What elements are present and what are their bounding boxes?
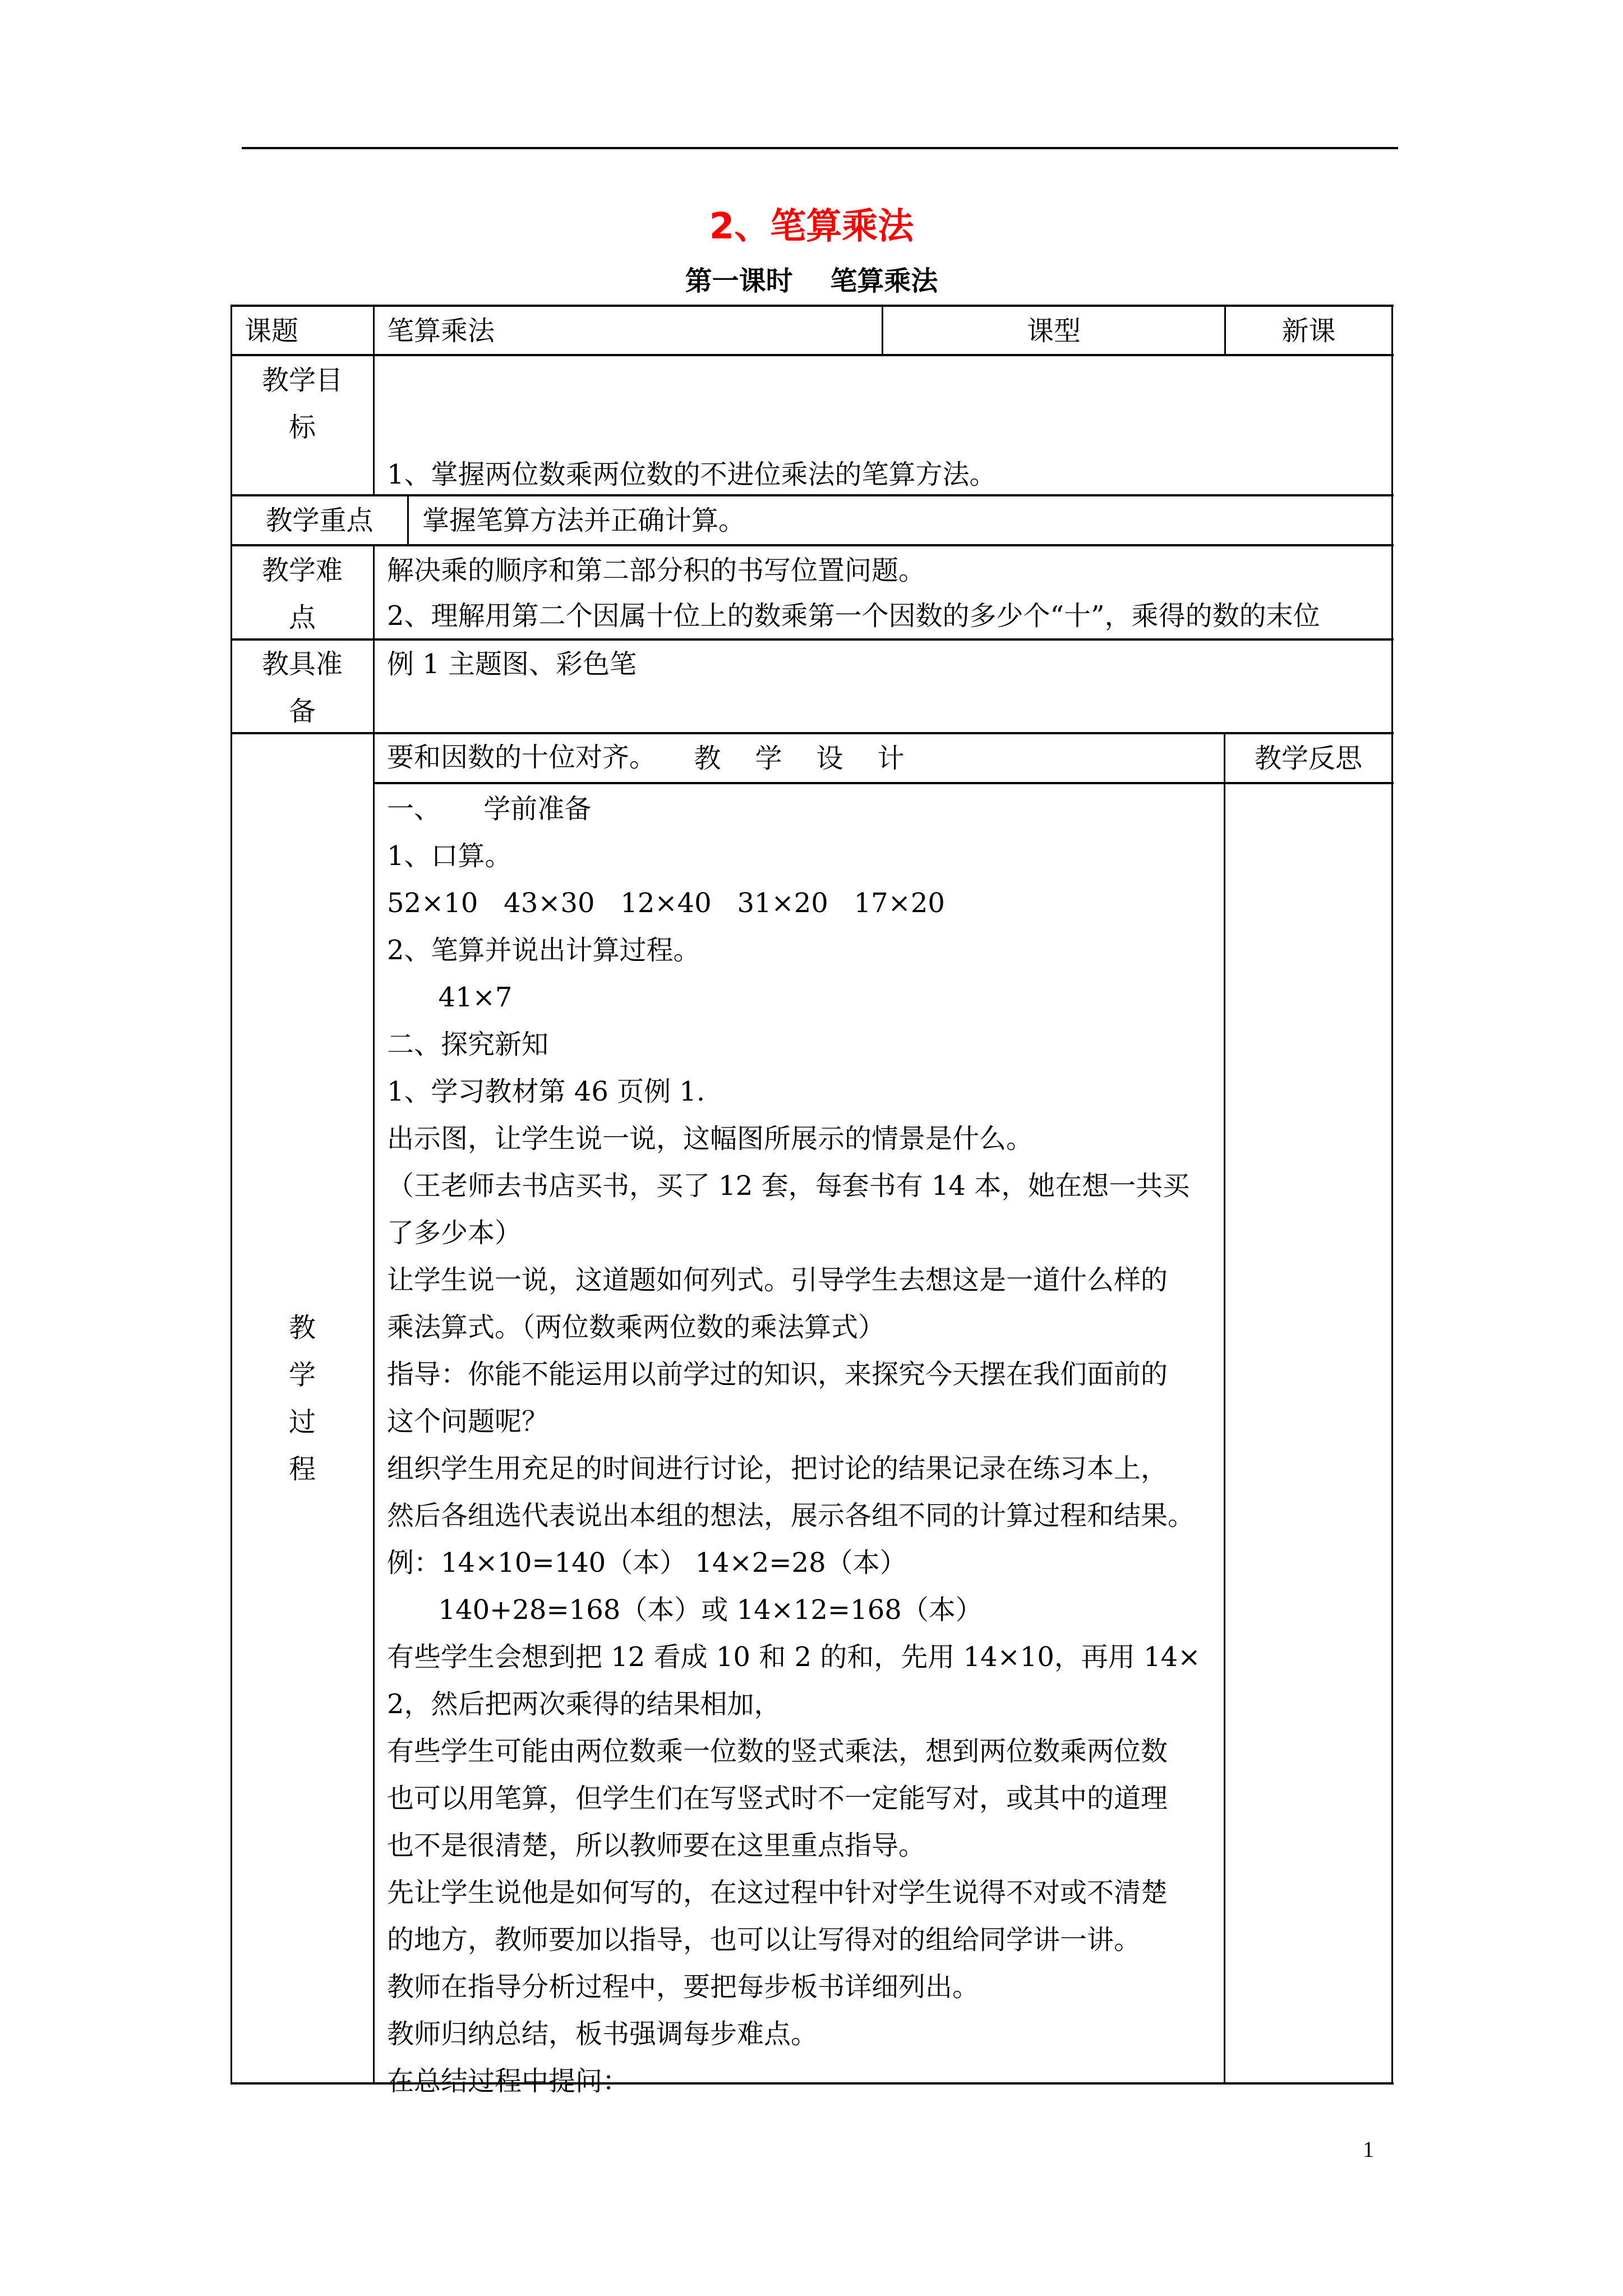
design-line: 41×7: [387, 982, 513, 1013]
design-content: [387, 785, 1223, 2105]
design-line: 指导：你能不能运用以前学过的知识，来探究今天摆在我们面前的: [387, 1359, 1168, 1390]
design-line: 140+28=168（本）或 14×12=168（本）: [387, 1594, 983, 1626]
design-line: 52×10 43×30 12×40 31×20 17×20: [387, 887, 945, 919]
difficulty-label-line: 点: [288, 602, 316, 633]
design-line: 组织学生用充足的时间进行讨论，把讨论的结果记录在练习本上，: [387, 1453, 1168, 1484]
process-label-char: 教: [288, 1312, 316, 1343]
design-line: 教师归纳总结，板书强调每步难点。: [387, 2018, 818, 2050]
lesson-type-value: 新课: [1281, 315, 1336, 347]
process-label-char: 学: [288, 1359, 316, 1391]
goals-label-line: 教学目: [261, 365, 343, 396]
process-label-char: 程: [288, 1453, 316, 1485]
difficulty-label-line: 教学难: [261, 555, 343, 586]
difficulty-value: 解决乘的顺序和第二部分积的书写位置问题。: [387, 555, 926, 586]
goal-line: 要和因数的十位对齐。: [387, 742, 657, 773]
topic-label: 课题: [245, 315, 299, 347]
design-line: 有些学生会想到把 12 看成 10 和 2 的和，先用 14×10，再用 14×: [387, 1641, 1201, 1673]
process-label-char: 过: [288, 1406, 316, 1438]
design-line: 例：14×10=140（本） 14×2=28（本）: [387, 1547, 907, 1579]
design-line: 1、口算。: [387, 840, 512, 872]
design-header: 教 学 设 计: [694, 743, 905, 774]
tools-label: [231, 641, 374, 735]
design-line: 2，然后把两次乘得的结果相加，: [387, 1688, 781, 1720]
design-line: 2、笔算并说出计算过程。: [387, 935, 700, 966]
table-right-border: [1391, 305, 1393, 2085]
page-subtitle: 第一课时 笔算乘法: [685, 265, 938, 297]
design-line: 教师在指导分析过程中，要把每步板书详细列出。: [387, 1971, 980, 2003]
design-line: 二、探究新知: [387, 1029, 549, 1060]
design-line: 的地方，教师要加以指导，也可以让写得对的组给同学讲一讲。: [387, 1924, 1141, 1955]
design-line: 一、 学前准备: [387, 793, 592, 825]
reflection-header: 教学反思: [1254, 743, 1362, 774]
design-line: 在总结过程中提问：: [387, 2065, 630, 2097]
table-top-border: [231, 305, 1394, 307]
design-line: 也可以用笔算，但学生们在写竖式时不一定能写对，或其中的道理: [387, 1783, 1168, 1814]
topic-value: 笔算乘法: [387, 315, 495, 347]
design-line: 先让学生说他是如何写的，在这过程中针对学生说得不对或不清楚: [387, 1877, 1168, 1908]
lesson-type-label: 课型: [1026, 315, 1081, 347]
goal-line: 2、理解用第二个因属十位上的数乘第一个因数的多少个“十”，乘得的数的末位: [387, 600, 1320, 632]
design-line: 让学生说一说，这道题如何列式。引导学生去想这是一道什么样的: [387, 1264, 1168, 1296]
goals-label-line: 标: [288, 412, 316, 443]
design-line: 1、学习教材第 46 页例 1.: [387, 1076, 706, 1107]
design-line: 然后各组选代表说出本组的想法，展示各组不同的计算过程和结果。: [387, 1500, 1195, 1531]
design-line: 出示图，让学生说一说，这幅图所展示的情景是什么。: [387, 1123, 1034, 1154]
goals-label: [231, 357, 374, 451]
design-line: 这个问题呢？: [387, 1406, 549, 1437]
process-label: [231, 1304, 374, 1493]
header-rule: [242, 147, 1398, 149]
tools-label-line: 备: [288, 696, 316, 727]
difficulty-label: [231, 547, 374, 641]
design-line: 乘法算式。（两位数乘两位数的乘法算式）: [387, 1312, 886, 1343]
reflection-content: [1225, 784, 1391, 2082]
design-line: 也不是很清楚，所以教师要在这里重点指导。: [387, 1830, 926, 1861]
tools-value: 例 1 主题图、彩色笔: [387, 648, 637, 680]
design-line: 了多少本）: [387, 1217, 522, 1249]
key-points-label: 教学重点: [265, 505, 374, 536]
design-line: 有些学生可能由两位数乘一位数的竖式乘法，想到两位数乘两位数: [387, 1736, 1168, 1767]
key-points-value: 掌握笔算方法并正确计算。: [422, 505, 746, 536]
page-title: 2、笔算乘法: [709, 206, 914, 247]
goal-line: 1、掌握两位数乘两位数的不进位乘法的笔算方法。: [387, 459, 997, 490]
tools-label-line: 教具准: [261, 648, 343, 680]
design-line: （王老师去书店买书，买了 12 套，每套书有 14 本，她在想一共买: [387, 1170, 1190, 1202]
page-number: 1: [1363, 2137, 1374, 2162]
